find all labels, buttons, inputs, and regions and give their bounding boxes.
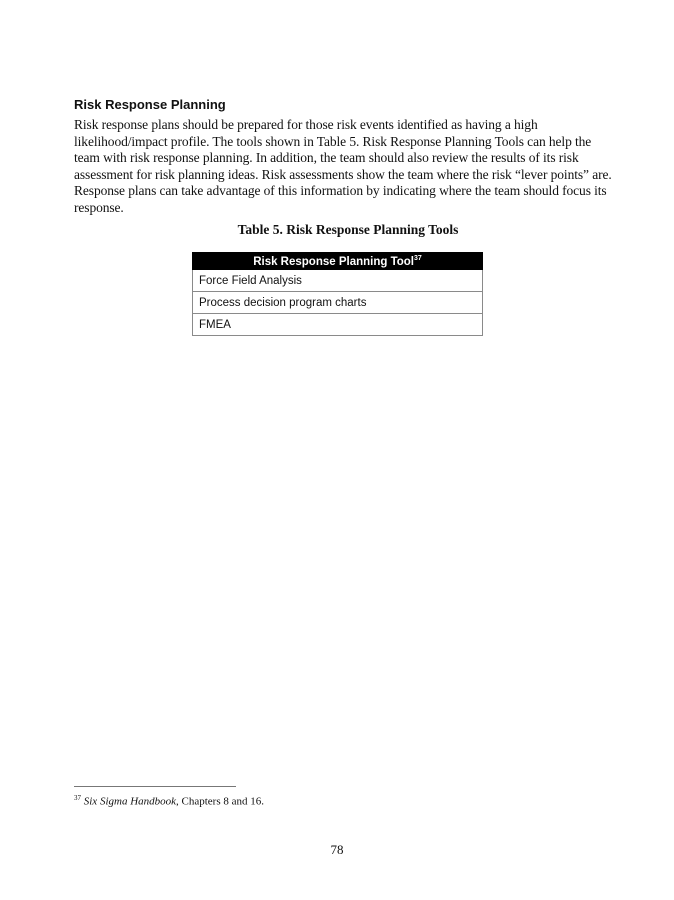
table-caption: Table 5. Risk Response Planning Tools	[237, 222, 459, 237]
table-cell: Force Field Analysis	[193, 270, 483, 292]
table-row	[193, 292, 483, 314]
footnote-text: , Chapters 8 and 16.	[176, 795, 264, 808]
footnote-divider	[74, 786, 236, 787]
table-row	[193, 314, 483, 336]
footnote-book-title: Six Sigma Handbook	[83, 795, 177, 808]
table-row	[193, 270, 483, 292]
section-heading: Risk Response Planning	[74, 97, 226, 112]
table-header-row	[193, 253, 483, 270]
footnote	[74, 794, 264, 808]
risk-tools-table	[192, 252, 483, 336]
table-header-label: Risk Response Planning Tool	[253, 255, 414, 268]
table-header-cell	[193, 253, 483, 270]
table-cell: Process decision program charts	[193, 292, 483, 314]
body-paragraph: Risk response plans should be prepared for those risk events identified as having a high likelihood/impact profile. The tools shown in Table 5. Risk Response Planning Tools can help the team with risk response planning. In addition, the team should also review the results of its risk assessment for risk planning ideas. Risk assessments show the team where the risk “lever points” are. Response plans can take advantage of this information by indicating where the team should focus its response.	[74, 117, 612, 215]
footnote-marker: 37	[74, 794, 81, 802]
page-number: 78	[330, 842, 344, 857]
table-cell: FMEA	[193, 314, 483, 336]
header-footnote-ref: 37	[414, 254, 422, 262]
